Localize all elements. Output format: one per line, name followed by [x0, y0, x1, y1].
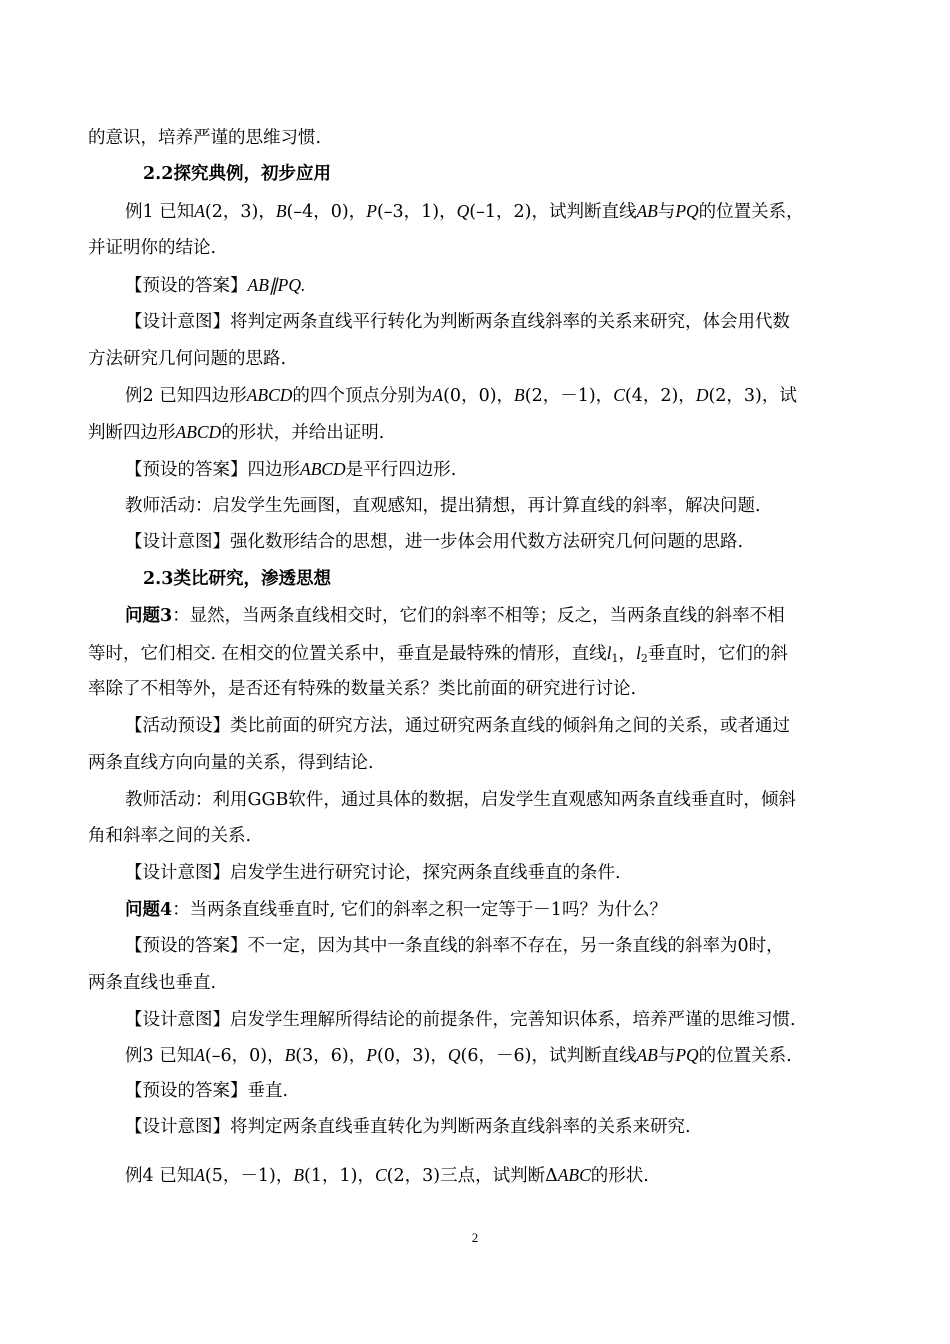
design-intent-5: 【设计意图】将判定两条直线垂直转化为判断两条直线斜率的关系来研究. [125, 1117, 691, 1137]
question-3-line-3: 率除了不相等外，是否还有特殊的数量关系？类比前面的研究进行讨论. [88, 679, 637, 699]
example-2-line-1: 例2 已知四边形ABCD的四个顶点分别为A(0，0)，B(2，－1)，C(4，2)，D(2，3)，试 [125, 385, 797, 406]
design-intent-3: 【设计意图】启发学生进行研究讨论，探究两条直线垂直的条件. [125, 863, 621, 883]
teacher-activity-2-line-1: 教师活动：利用GGB软件，通过具体的数据，启发学生直观感知两条直线垂直时，倾斜 [125, 790, 796, 810]
teacher-activity-2-line-2: 角和斜率之间的关系. [88, 826, 252, 846]
answer-4-line-1: 【预设的答案】不一定，因为其中一条直线的斜率不存在，另一条直线的斜率为0时， [125, 936, 784, 956]
teacher-activity-1: 教师活动：启发学生先画图，直观感知，提出猜想，再计算直线的斜率，解决问题. [125, 496, 761, 516]
activity-preset-line-2: 两条直线方向向量的关系，得到结论. [88, 753, 374, 773]
section-heading-2-3: 2.3类比研究，渗透思想 [143, 569, 331, 589]
text-line: 的意识，培养严谨的思维习惯. [88, 128, 322, 148]
design-intent-1-line-1: 【设计意图】将判定两条直线平行转化为判断两条直线斜率的关系来研究，体会用代数 [125, 312, 790, 332]
example-1-line-2: 并证明你的结论. [88, 238, 217, 258]
question-3-line-1: 问题3：显然，当两条直线相交时，它们的斜率不相等；反之，当两条直线的斜率不相 [125, 606, 785, 626]
answer-3: 【预设的答案】垂直. [125, 1081, 289, 1101]
design-intent-2: 【设计意图】强化数形结合的思想，进一步体会用代数方法研究几何问题的思路. [125, 532, 744, 552]
question-3-line-2: 等时，它们相交. 在相交的位置关系中，垂直是最特殊的情形，直线$l_1$，$l_2$垂直时，它们的斜 [88, 643, 788, 665]
example-4: 例4 已知A(5，－1)，B(1，1)，C(2，3)三点，试判断ΔABC的形状. [125, 1165, 649, 1186]
answer-2: 【预设的答案】四边形ABCD是平行四边形. [125, 459, 457, 480]
question-4: 问题4：当两条直线垂直时, 它们的斜率之积一定等于－1吗？为什么？ [125, 900, 667, 920]
page-number: 2 [471, 1230, 479, 1245]
example-3: 例3 已知A(–6，0)，B(3，6)，P(0，3)，Q(6，－6)，试判断直线AB与PQ的位置关系. [125, 1045, 792, 1066]
section-heading-2-2: 2.2探究典例，初步应用 [143, 164, 331, 184]
design-intent-1-line-2: 方法研究几何问题的思路. [88, 349, 287, 369]
answer-4-line-2: 两条直线也垂直. [88, 973, 217, 993]
activity-preset-line-1: 【活动预设】类比前面的研究方法，通过研究两条直线的倾斜角之间的关系，或者通过 [125, 716, 790, 736]
example-2-line-2: 判断四边形ABCD的形状，并给出证明. [88, 422, 385, 443]
answer-1: 【预设的答案】AB∥PQ. [125, 275, 306, 296]
example-1-line-1: 例1 已知A(2，3)，B(–4，0)，P(–3，1)，Q(–1，2)，试判断直线AB与PQ的位置关系， [125, 201, 804, 222]
design-intent-4: 【设计意图】启发学生理解所得结论的前提条件，完善知识体系，培养严谨的思维习惯. [125, 1010, 796, 1030]
